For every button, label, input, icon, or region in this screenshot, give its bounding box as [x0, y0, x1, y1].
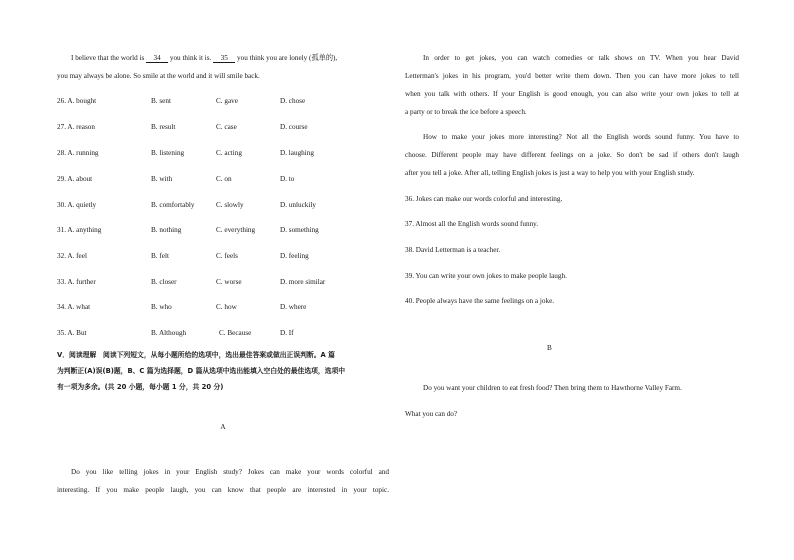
option-d: D. If [280, 329, 294, 337]
option-b: B. Although [151, 329, 187, 337]
question-34 [57, 302, 389, 312]
option-c: C. Because [219, 329, 252, 337]
cloze-passage-ending-line-2: you may always be alone. So smile at the world and it will smile back. [57, 72, 260, 80]
passage-a-para-3-line-1: How to make your jokes more interesting? Not all the English words sound funny. You have to [423, 133, 739, 141]
option-b: B. nothing [151, 226, 182, 234]
option-a: 29. A. about [57, 175, 93, 183]
option-b: B. listening [151, 149, 185, 157]
option-c: C. case [216, 123, 237, 131]
passage-a-line-1: Do you like telling jokes in your English study? Jokes can make your words colorful and [71, 468, 389, 476]
question-27 [57, 122, 389, 132]
option-a: 32. A. feel [57, 252, 87, 260]
section-5-instructions-line-1: V．阅读理解 阅读下列短文，从每小题所给的选项中，选出最佳答案或做出正误判断。A 篇 [57, 351, 335, 359]
question-29 [57, 174, 389, 184]
option-b: B. comfortably [151, 201, 195, 209]
question-31 [57, 225, 389, 235]
option-d: D. something [280, 226, 319, 234]
option-a: 26. A. bought [57, 97, 97, 105]
option-a: 31. A. anything [57, 226, 102, 234]
question-28 [57, 148, 389, 158]
passage-a-line-2: interesting. If you make people laugh, you can know that people are interested in your topic. [57, 486, 389, 494]
intro-text-1: I believe that the world is [71, 54, 145, 62]
passage-a-para-2-line-1: In order to get jokes, you can watch comedies or talk shows on TV. When you hear David [423, 54, 739, 62]
option-b: B. result [151, 123, 176, 131]
option-d: D. feeling [280, 252, 309, 260]
statement-39: 39. You can write your own jokes to make people laugh. [405, 272, 567, 280]
option-c: C. how [216, 303, 237, 311]
option-b: B. closer [151, 278, 177, 286]
blank-35: 35 [213, 54, 235, 63]
question-26 [57, 96, 389, 106]
option-c: C. acting [216, 149, 242, 157]
cloze-passage-ending-line-1 [57, 53, 337, 63]
option-b: B. who [151, 303, 172, 311]
option-d: D. to [280, 175, 295, 183]
question-32 [57, 251, 389, 261]
option-b: B. with [151, 175, 173, 183]
statement-38: 38. David Letterman is a teacher. [405, 246, 501, 254]
option-a: 35. A. But [57, 329, 87, 337]
option-d: D. laughing [280, 149, 314, 157]
blank-34: 34 [146, 54, 168, 63]
passage-b-heading: B [547, 344, 552, 352]
option-a: 27. A. reason [57, 123, 95, 131]
option-c: C. slowly [216, 201, 244, 209]
statement-36: 36. Jokes can make our words colorful and interesting. [405, 195, 563, 203]
option-a: 34. A. what [57, 303, 91, 311]
option-a: 28. A. running [57, 149, 99, 157]
section-5-instructions-line-2: 为判断正(A)误(B)题，B、C 篇为选择题，D 篇从选项中选出能填入空白处的最佳选项，选项中 [57, 367, 346, 375]
passage-a-para-2-line-4: a party or to break the ice before a speech. [405, 108, 527, 116]
passage-a-para-2-line-2: Letterman's jokes in his program, you'd better write them down. Then you can have more jokes to tell [405, 72, 739, 80]
left-column [57, 0, 389, 560]
passage-a-para-3-line-2: choose. Different people may have different feelings on a joke. So don't be sad if others don't laugh [405, 151, 739, 159]
option-d: D. more similar [280, 278, 326, 286]
passage-b-line-2: What you can do? [405, 410, 458, 418]
section-5-instructions-line-3: 有一项为多余。(共 20 小题，每小题 1 分，共 20 分) [57, 383, 224, 391]
passage-a-para-2-line-3: when you talk with others. If your English is good enough, you can also write your own jokes to tell at [405, 90, 739, 98]
option-b: B. sent [151, 97, 171, 105]
right-column [405, 0, 739, 560]
option-b: B. felt [151, 252, 169, 260]
option-c: C. everything [216, 226, 256, 234]
option-c: C. worse [216, 278, 242, 286]
question-33 [57, 277, 389, 287]
option-c: C. on [216, 175, 232, 183]
passage-a-para-3-line-3: after you tell a joke. After all, telling English jokes is just a way to help you with your English study. [405, 169, 695, 177]
option-d: D. chose [280, 97, 306, 105]
option-d: D. where [280, 303, 307, 311]
option-d: D. unluckily [280, 201, 316, 209]
intro-text-2: you think it is. [169, 54, 212, 62]
option-c: C. feels [216, 252, 238, 260]
statement-40: 40. People always have the same feelings on a joke. [405, 297, 555, 305]
option-a: 30. A. quietly [57, 201, 97, 209]
option-d: D. course [280, 123, 308, 131]
intro-text-3: you think you are lonely (孤单的), [237, 54, 338, 62]
question-35 [57, 328, 389, 338]
passage-b-line-1: Do you want your children to eat fresh food? Then bring them to Hawthorne Valley Farm. [423, 384, 682, 392]
passage-a-heading: A [220, 423, 226, 431]
question-30 [57, 200, 389, 210]
statement-37: 37. Almost all the English words sound funny. [405, 220, 539, 228]
option-c: C. gave [216, 97, 238, 105]
option-a: 33. A. further [57, 278, 96, 286]
